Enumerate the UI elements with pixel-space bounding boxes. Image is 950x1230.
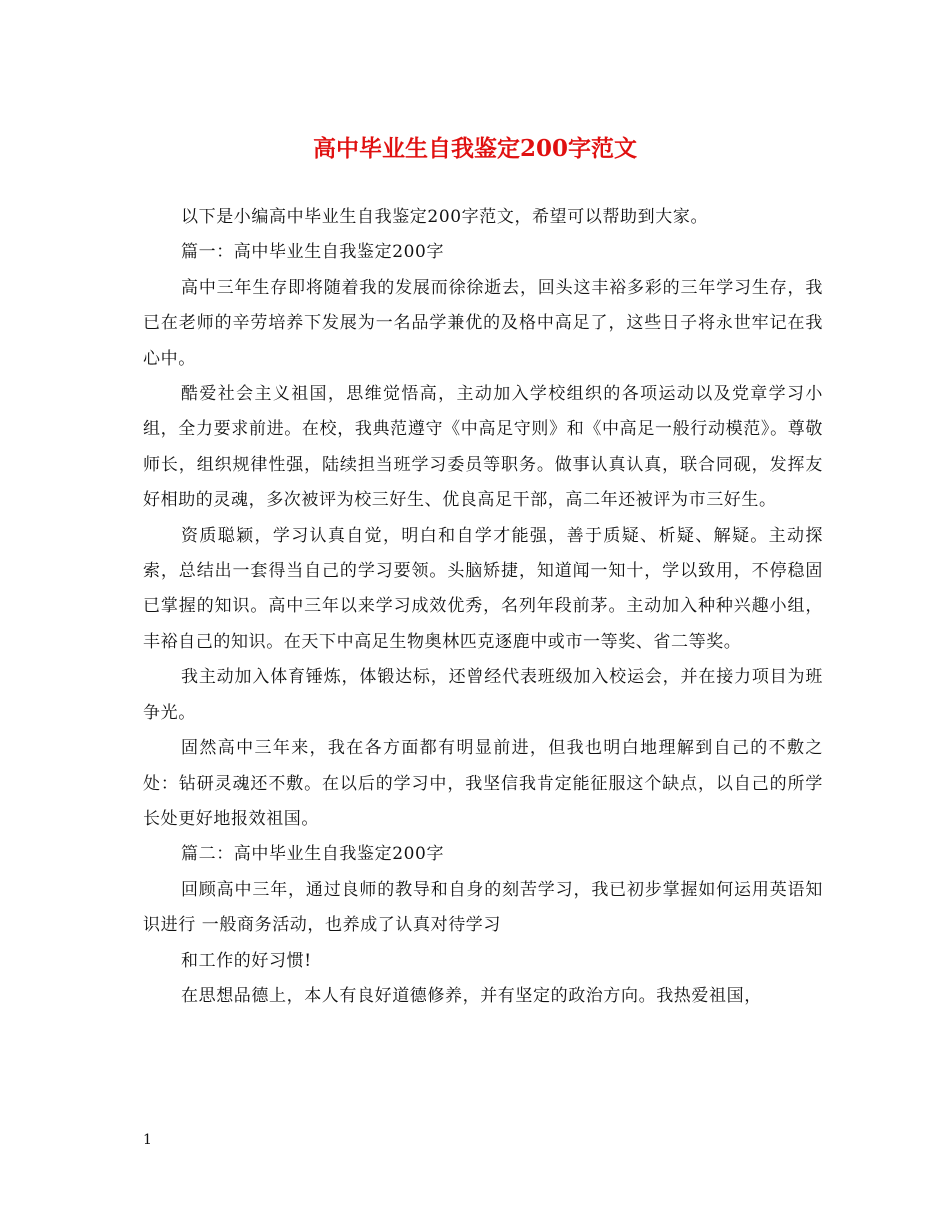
document-body (143, 200, 823, 1014)
paragraph: 回顾高中三年，通过良师的教导和自身的刻苦学习，我已初步掌握如何运用英语知识进行 一般商务活动，也养成了认真对待学习 (143, 879, 823, 936)
paragraph: 酷爱社会主义祖国，思维觉悟高，主动加入学校组织的各项运动以及党章学习小组，全力要求前进。在校，我典范遵守《中高足守则》和《中高足一般行动模范》。尊敬师长，组织规律性强，陆续担当班学习委员等职务。做事认真认真，联合同砚，发挥友好相助的灵魂，多次被评为校三好生、优良高足干部，高二年还被评为市三好生。 (143, 384, 823, 511)
paragraph: 在思想品德上，本人有良好道德修养，并有坚定的政治方向。我热爱祖国， (181, 985, 762, 1006)
paragraph: 高中三年生存即将随着我的发展而徐徐逝去，回头这丰裕多彩的三年学习生存，我已在老师的辛劳培养下发展为一名品学兼优的及格中高足了，这些日子将永世牢记在我心中。 (143, 277, 823, 369)
paragraph: 资质聪颖，学习认真自觉，明白和自学才能强，善于质疑、析疑、解疑。主动探索，总结出一套得当自己的学习要领。头脑矫捷，知道闻一知十，学以致用，不停稳固已掌握的知识。高中三年以来学习成效优秀，名列年段前茅。主动加入种种兴趣小组，丰裕自己的知识。在天下中高足生物奥林匹克逐鹿中或市一等奖、省二等奖。 (143, 525, 823, 652)
paragraph: 我主动加入体育锤炼，体锻达标，还曾经代表班级加入校运会，并在接力项目为班争光。 (143, 667, 823, 723)
paragraph: 和工作的好习惯! (181, 950, 312, 971)
document-title: 高中毕业生自我鉴定200字范文 (312, 135, 637, 162)
page-number: 1 (143, 1132, 152, 1148)
section-heading-1: 篇一：高中毕业生自我鉴定200字 (181, 242, 445, 263)
section-heading-2: 篇二：高中毕业生自我鉴定200字 (181, 844, 445, 865)
paragraph-intro: 以下是小编高中毕业生自我鉴定200字范文，希望可以帮助到大家。 (181, 207, 709, 227)
paragraph: 固然高中三年来，我在各方面都有明显前进，但我也明白地理解到自己的不敷之处：钻研灵魂还不敷。在以后的学习中，我坚信我肯定能征服这个缺点，以自己的所学长处更好地报效祖国。 (143, 738, 823, 829)
